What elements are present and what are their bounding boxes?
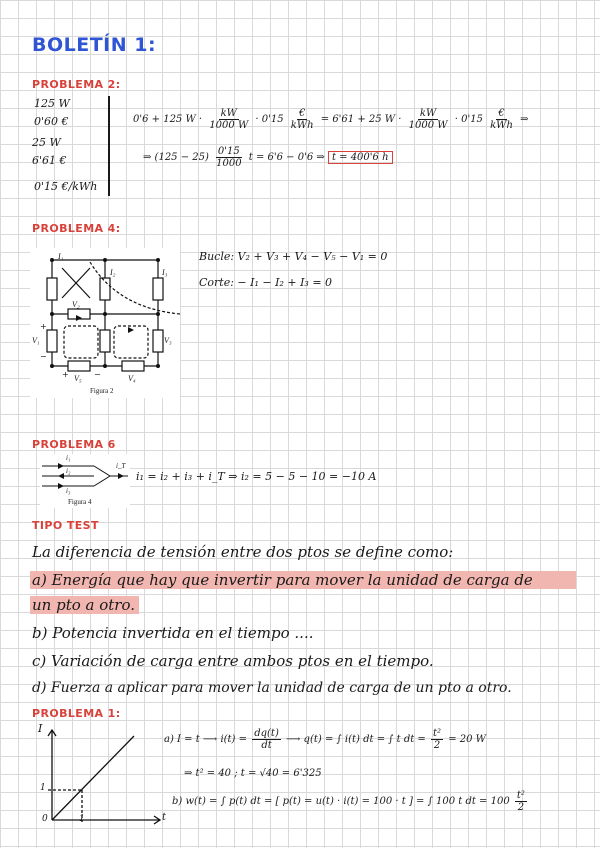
label-v3: V₃: [164, 336, 172, 345]
label-v2: V₂: [72, 300, 80, 309]
test-heading: TIPO TEST: [32, 519, 99, 532]
problem-6-heading: PROBLEMA 6: [32, 438, 116, 451]
p2-divider: [108, 96, 110, 196]
p2-data-power-2: 25 W: [32, 136, 61, 149]
p1-part-a: a) I = t ⟶ i(t) = $\frac{dq(t)}{dt}$ ⟶ q(t) = ∫ i(t) dt = ∫ t dt = $\frac{\text{t²}}{2}$ = 20 W: [164, 728, 486, 751]
p2-equation-line-2: ⇒ (125 − 25) $\frac{0'15}{1000}$ t = 6'6 − 0'6 ⇒ t = 400'6 h: [143, 146, 393, 169]
circuit-diagram: [30, 248, 180, 398]
graph-x-axis-label: t: [162, 812, 167, 823]
p1-part-b: b) w(t) = ∫ p(t) dt = [ p(t) = u(t) · i(t) = 100 · t ] = ∫ 100 t dt = 100 $\frac{\text{t²}}{2}$: [172, 790, 525, 813]
test-option-c: c) Variación de carga entre ambos ptos en el tiempo.: [32, 652, 434, 670]
graph-x-tick: 1: [79, 814, 85, 824]
figure-2-circuit: [30, 248, 180, 398]
label-v4: V₄: [128, 374, 136, 383]
p2-data-price: 0'15 €/kWh: [34, 180, 98, 193]
graph-axes: [34, 722, 170, 828]
graph-y-tick: 1: [40, 783, 46, 793]
test-option-a: a) Energía que hay que invertir para mover la unidad de carga de: [30, 571, 576, 589]
page-title: BOLETÍN 1:: [32, 34, 157, 56]
test-option-b: b) Potencia invertida en el tiempo ....: [32, 624, 314, 642]
label-i2: I₂: [110, 268, 116, 277]
graph-origin: 0: [42, 814, 48, 824]
p2-data-cost-2: 6'61 €: [32, 154, 67, 167]
p6-equation: i₁ = i₂ + i₃ + i_T ⇒ i₂ = 5 − 5 − 10 = −10 A: [136, 470, 377, 483]
problem-4-heading: PROBLEMA 4:: [32, 222, 121, 235]
label-v5: V₅: [74, 374, 82, 383]
label-i2: i₂: [66, 467, 71, 475]
p4-loop-equation: Bucle: V₂ + V₃ + V₄ − V₅ − V₁ = 0: [199, 250, 388, 263]
p1-part-a-result: ⇒ t² = 40 ; t = √40 = 6'325: [184, 768, 322, 779]
figure-i-vs-t-graph: [34, 722, 170, 828]
p2-data-power-1: 125 W: [34, 97, 70, 110]
p2-result-box: t = 400'6 h: [328, 151, 393, 164]
label-iT: i_T: [116, 462, 126, 470]
label-minus-v1: −: [40, 352, 47, 361]
p2-data-cost-1: 0'60 €: [34, 115, 69, 128]
label-minus-v5: −: [94, 370, 101, 379]
label-v1: V₁: [32, 336, 40, 345]
test-question: La diferencia de tensión entre dos ptos se define como:: [32, 543, 454, 561]
test-option-a-continued: un pto a otro.: [30, 596, 139, 614]
problem-1-heading: PROBLEMA 1:: [32, 707, 121, 720]
p2-equation-line-1: 0'6 + 125 W · $\frac{kW}{1000 W}$ · 0'15 $\frac{€}{\text{kWh}}$ = 6'61 + 25 W · $\frac{kW}{1000 W}$ · 0'15 $\frac{€}{\text{kWh}}$ ⇒: [133, 108, 529, 131]
label-i1: i₁: [66, 454, 71, 462]
problem-2-heading: PROBLEMA 2:: [32, 78, 121, 91]
label-i3: i₃: [66, 487, 71, 495]
test-option-d: d) Fuerza a aplicar para mover la unidad de carga de un pto a otro.: [32, 680, 512, 696]
label-i3: I₃: [162, 268, 168, 277]
figure-4-node: [40, 454, 130, 508]
node-diagram: [40, 454, 130, 498]
graph-y-axis-label: I: [38, 722, 43, 735]
p4-cut-equation: Corte: − I₁ − I₂ + I₃ = 0: [199, 276, 333, 289]
label-plus-v5: +: [62, 370, 69, 379]
label-plus-v1: +: [40, 322, 47, 331]
figure-2-caption: Figura 2: [90, 387, 114, 395]
figure-4-caption: Figura 4: [68, 498, 92, 506]
label-i1: I₁: [58, 252, 64, 261]
